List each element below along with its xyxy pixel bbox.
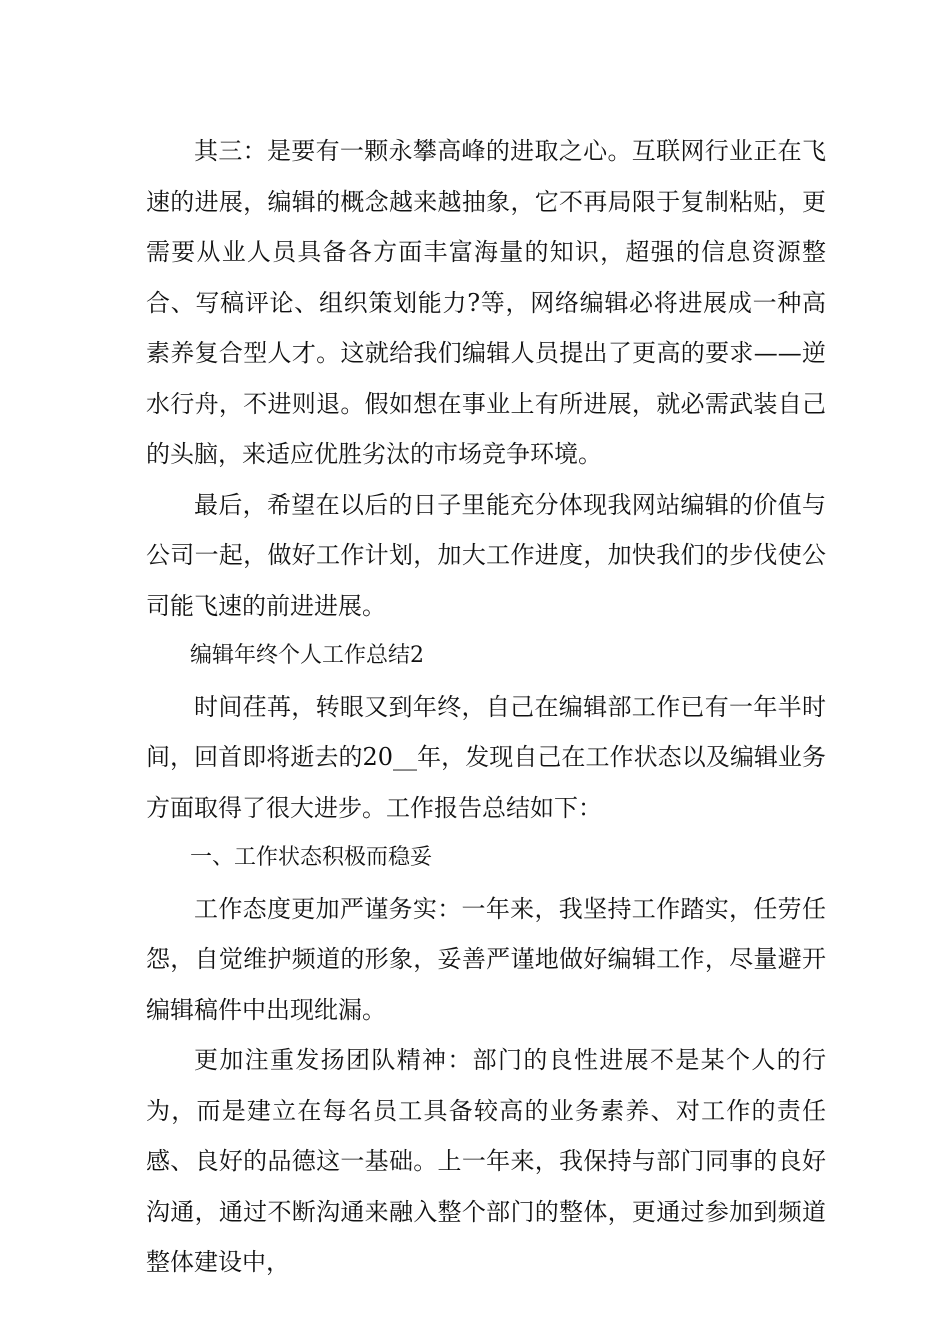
- paragraph-finally: 最后，希望在以后的日子里能充分体现我网站编辑的价值与公司一起，做好工作计划，加大工作进度，加快我们的步伐使公司能飞速的前进进展。: [146, 490, 826, 620]
- paragraph-time-flies: 时间荏苒，转眼又到年终，自己在编辑部工作已有一年半时间，回首即将逝去的20__年，发现自己在工作状态以及编辑业务方面取得了很大进步。工作报告总结如下：: [146, 692, 826, 822]
- paragraph-team-spirit: 更加注重发扬团队精神：部门的良性进展不是某个人的行为，而是建立在每名员工具备较高的业务素养、对工作的责任感、良好的品德这一基础。上一年来，我保持与部门同事的良好沟通，通过不断沟通来融入整个部门的整体，更通过参加到频道整体建设中，: [146, 1046, 826, 1276]
- document-page: [146, 126, 826, 1288]
- paragraph-work-attitude: 工作态度更加严谨务实：一年来，我坚持工作踏实，任劳任怨，自觉维护频道的形象，妥善严谨地做好编辑工作，尽量避开编辑稿件中出现纰漏。: [146, 894, 826, 1024]
- subheading-work-state: 一、工作状态积极而稳妥: [190, 845, 433, 870]
- paragraph-pursuit-spirit: 其三：是要有一颗永攀高峰的进取之心。互联网行业正在飞速的进展，编辑的概念越来越抽象，它不再局限于复制粘贴，更需要从业人员具备各方面丰富海量的知识，超强的信息资源整合、写稿评论、组织策划能力?等，网络编辑必将进展成一种高素养复合型人才。这就给我们编辑人员提出了更高的要求——逆水行舟，不进则退。假如想在事业上有所进展，就必需武装自己的头脑，来适应优胜劣汰的市场竞争环境。: [146, 137, 826, 468]
- section-title-summary-2: 编辑年终个人工作总结2: [190, 643, 424, 668]
